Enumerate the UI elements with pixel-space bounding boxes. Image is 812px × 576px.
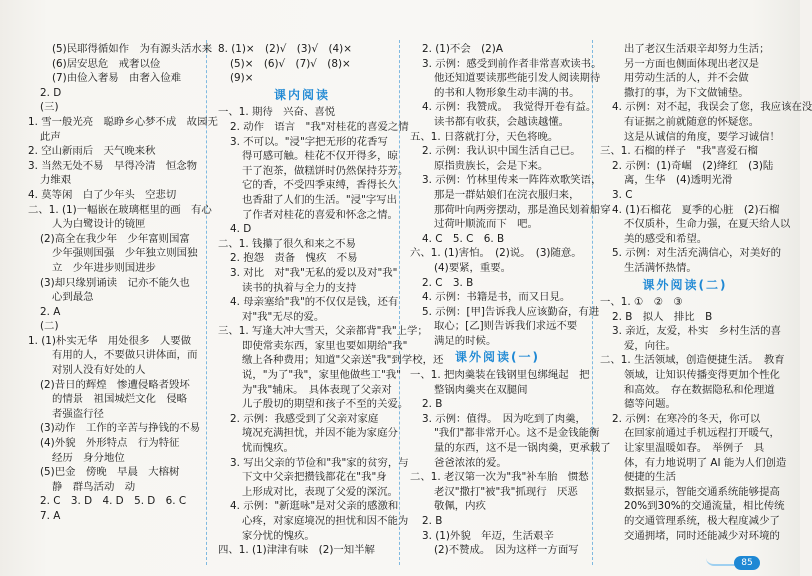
answer-line: 境况充满担忧，并因不能为家庭分 xyxy=(242,427,398,440)
answer-line: 4. 示例：书籍是书，而又日見。 xyxy=(422,291,571,304)
answer-line: 体，有力地说明了 AI 能为人们创造 xyxy=(624,456,787,469)
answer-line: 此声 xyxy=(40,130,61,143)
answer-line: 量的东西，这不是一锅肉羹，更承载了 xyxy=(434,442,611,455)
answer-line: "我们"都非常开心。这不是金钱能衡 xyxy=(434,427,600,440)
answer-line: 二、1. 生活领域，创造便捷生活。 教育 xyxy=(600,354,785,367)
answer-line: 的书和人物形象生动丰满的书。 xyxy=(434,86,580,99)
answer-line: (5)民耶得循如作 为有源头活水来 xyxy=(52,43,213,55)
answer-line: 四、1. (1)津津有味 (2)一知半解 xyxy=(218,544,375,557)
answer-line: 让家里温暖如春。 举例子 具 xyxy=(624,442,765,455)
answer-line: 2. A xyxy=(40,305,61,318)
answer-line: 2. 示例：我感受到了父亲对家庭 xyxy=(230,412,379,425)
answer-line: 2. B xyxy=(422,398,443,411)
answer-line: 2. 示例：(1)奇崛 (2)绛红 (3)陆 xyxy=(612,159,774,172)
answer-line: 满足的时候。 xyxy=(434,334,497,347)
answer-line: 经历 身分地位 xyxy=(52,451,125,464)
answer-line: (6)居安思危 戒奢以俭 xyxy=(52,57,161,70)
answer-line: 力维艰 xyxy=(40,174,72,187)
answer-line: 缴上各种费用；知道"父亲送"我"到学校，还 xyxy=(242,354,444,367)
answer-line: 三、1. 石榴的样子 "我"喜爱石榴 xyxy=(600,145,758,158)
answer-line: 为"我"辅床。 具体表现了父亲对 xyxy=(242,383,392,396)
answer-line: 2. 示例：在寒冷的冬天，你可以 xyxy=(612,412,761,425)
answer-line: 五、1. 日落就打分，天色将晚。 xyxy=(410,130,559,143)
answer-line: 敬佩，内疚 xyxy=(434,500,486,513)
answer-line: (2)昔日的辉煌 惨遭侵略者毁坏 xyxy=(40,378,190,391)
answer-line: 在回家前通过手机远程打开暖气， xyxy=(624,427,780,440)
answer-line: 5. 示例：[甲]告诉我人应该勤奋，有进 xyxy=(422,305,600,318)
answer-line: 整锅肉羹夹在双腿间 xyxy=(434,383,528,396)
answer-line: 一、1. 期待 兴奋、喜悦 xyxy=(218,106,336,119)
answer-line: 二、1. (1)一幅嵌在玻璃框里的画 有心 xyxy=(28,203,212,216)
answer-line: 交通拥堵，同时还能减少对环境的 xyxy=(624,529,780,542)
answer-line: 2. 示例：我认识中国生活自己已。 xyxy=(422,145,581,158)
answer-line: 3. C xyxy=(612,188,633,201)
answer-line: 干了泡茶，做糕饼时仍然保持芬芳。 xyxy=(242,164,409,177)
answer-line: (二) xyxy=(40,320,59,333)
answer-line: 撒打的事，为下文做铺垫。 xyxy=(624,86,749,99)
answer-line: 者强盗行径 xyxy=(52,407,104,420)
answer-line: 4. 母亲塞给"我"的不仅仅是钱，还有 xyxy=(230,296,399,309)
answer-line: 3. (1)外貌 年迈，生活艰辛 xyxy=(422,529,554,542)
answer-line: 的交通管理系统，极大程度减少了 xyxy=(624,515,780,527)
answer-line: 得可感可触。桂花不仅开得多，晾 xyxy=(242,150,398,163)
answer-line: 4. C 5. C 6. B xyxy=(422,232,505,245)
answer-line: 二、1. 钱攥了很久和来之不易 xyxy=(218,237,356,250)
answer-line: (2)高全在我少年 少年富则国富 xyxy=(40,232,190,245)
answer-line: 1. (1)朴实无华 用处很多 人要做 xyxy=(28,334,192,347)
answer-line: (4)外貌 外形特点 行为特征 xyxy=(40,437,180,450)
section-title: 课外阅读(二) xyxy=(642,277,728,292)
answer-line: 过荷叶顺流而下 吧。 xyxy=(434,218,538,231)
answer-line: 美的感受和希望。 xyxy=(624,232,708,245)
answer-line: 不仅质朴，生命力强，在夏天给人以 xyxy=(624,218,791,231)
answer-line: 读书都有收获，会越读越懂。 xyxy=(434,115,570,128)
answer-line: 也香甜了人们的生活。"浸"字写出 xyxy=(242,193,398,206)
answer-line: 取心；[乙]则告诉我们求远不要 xyxy=(434,320,578,333)
answer-line: 他还知道要读那些能引发人阅读期待 xyxy=(434,72,601,85)
answer-line: 8. (1)× (2)√ (3)√ (4)× xyxy=(218,43,352,55)
answer-line: 家分忧的愧疚。 xyxy=(242,529,315,542)
answer-line: 4. D xyxy=(230,223,252,236)
answer-line: 有用的人，不要做只讲体面，而 xyxy=(52,349,198,362)
answer-line: 4. 示例：对不起，我误会了您，我应该在没 xyxy=(612,101,812,114)
answer-line: 人为白鹭设计的镜匣 xyxy=(52,218,146,231)
answer-line: 1. 雪一般光亮 聪睁乡心梦不成 故园无 xyxy=(28,115,218,128)
answer-line: 上形成对比，表现了父爱的深沉。 xyxy=(242,485,398,498)
answer-line: 即使常卖东西，家里也要如期给"我" xyxy=(242,339,408,352)
answer-line: (9)× xyxy=(230,72,254,85)
answer-line: 读书的执着与全力的支持 xyxy=(242,281,357,294)
answer-line: 心疼，对家庭境况的担忧和因不能为 xyxy=(242,515,409,527)
answer-line: 2. B xyxy=(422,515,443,527)
column-1 xyxy=(28,42,218,524)
answer-line: 六、1. (1)害怕。 (2)说。 (3)随意。 xyxy=(410,247,582,260)
answer-line: 便捷的生活 xyxy=(624,471,676,484)
answer-line: (5)× (6)√ (7)√ (8)× xyxy=(230,57,351,70)
answer-line: 下文中父亲把攒钱都花在"我"身 xyxy=(242,471,387,484)
answer-line: 它的香，不受四季束缚，香得长久 xyxy=(242,179,398,192)
answer-line: 4. 莫等闲 白了少年头 空悲切 xyxy=(28,188,177,201)
answer-line: 3. 写出父亲的节俭和"我"家的贫穷，与 xyxy=(230,456,409,469)
answer-line: 说，"为了"我"，家里他做些工"我" xyxy=(242,369,401,382)
answer-line: 3. 亲近，友爱，朴实 乡村生活的喜 xyxy=(612,325,782,338)
answer-line: 用劳动生活的人，并不会做 xyxy=(624,72,749,85)
answer-line: 对"我"无尽的爱。 xyxy=(242,310,325,323)
answer-line: 少年强则国强 少年独立则国独 xyxy=(52,247,198,260)
answer-line: 2. 动作 语言 "我"对桂花的喜爱之情 xyxy=(230,120,409,133)
answer-line: 和高效。 存在数据隐私和伦理道 xyxy=(624,383,775,396)
answer-line: 二、1. 老汉第一次为"我"补车胎 惯愁 xyxy=(410,471,589,484)
answer-line: 2. D xyxy=(40,86,62,99)
answer-line: 静 群鸟活动 动 xyxy=(52,480,136,493)
column-3 xyxy=(410,42,611,558)
answer-line: 对别人没有好处的人 xyxy=(52,364,146,377)
answer-line: 3. 示例：竹林里传来一阵阵欢歌笑语， xyxy=(422,174,602,187)
answer-line: 一、1. 把肉羹装在钱钢里包绑绳起 把 xyxy=(410,369,590,382)
answer-line: 了作者对桂花的喜爱和怀念之情。 xyxy=(242,208,398,221)
answer-line: 4. (1)石榴花 夏季的心脏 (2)石榴 xyxy=(612,203,780,216)
answer-line: 5. 示例：对生活充满信心，对美好的 xyxy=(612,247,782,260)
answer-line: (3)却只缘别诵读 记亦不能久也 xyxy=(40,276,190,289)
answer-line: 三、1. 写逢大冲大雪天，父亲都背"我"上学； xyxy=(218,325,428,338)
answer-line: 20%到30%的交通流量，相比传统 xyxy=(624,500,785,513)
answer-line: 出了老汉生活艰辛却努力生活； xyxy=(624,43,770,55)
answer-line: 3. 不可以。"浸"字把无形的花香写 xyxy=(230,135,388,148)
answer-line: 3. 示例：值得。 因为吃到了肉羹， xyxy=(422,412,586,425)
section-title: 课内阅读 xyxy=(273,87,330,102)
answer-line: 一、1. ① ② ③ xyxy=(600,296,683,309)
answer-line: 有证据之前就随意的怀疑您。 xyxy=(624,115,760,128)
answer-line: 数据显示，智能交通系统能够提高 xyxy=(624,485,780,498)
answer-line: (4)要紧，重要。 xyxy=(434,261,512,274)
answer-line: (5)巴金 傍晚 早晨 大榕树 xyxy=(40,466,180,479)
answer-line: 老汉"撒打"被"我"抓现行 厌恶 xyxy=(434,485,578,498)
answer-line: 的情景 祖国城烂文化 侵略 xyxy=(52,393,188,406)
answer-line: (2)不赞成。 因为这样一方面写 xyxy=(434,544,579,557)
answer-line: 原指贵族长，会是下来。 xyxy=(434,159,549,172)
answer-line: 2. (1)不会 (2)A xyxy=(422,43,503,55)
answer-line: (3)动作 工作的辛苦与挣钱的不易 xyxy=(40,422,201,435)
answer-line: 德等问题。 xyxy=(624,398,676,411)
answer-line: 立 少年进步则国进步 xyxy=(52,261,156,274)
answer-line: 儿子殷切的期望和孩子不至的关爱。 xyxy=(242,398,409,411)
column-divider xyxy=(592,40,593,565)
answer-line: (7)由俭入奢易 由奢入俭难 xyxy=(52,72,182,85)
answer-line: 心到最急 xyxy=(52,291,94,304)
answer-line: 2. C 3. D 4. D 5. D 6. C xyxy=(40,495,187,508)
answer-line: 那是一群姑娘们在浣衣服归来， xyxy=(434,188,580,201)
answer-line: 生活满怀热情。 xyxy=(624,261,697,274)
answer-line: 领域，让知识传播变得更加个性化 xyxy=(624,369,780,382)
answer-line: 3. 当然无处不易 早得冷清 恒念物 xyxy=(28,159,198,172)
answer-line: 那荷叶向两旁摆动，那是渔民划着船穿 xyxy=(434,203,611,216)
answer-line: 忧而愧疚。 xyxy=(242,442,294,455)
answer-line: 2. 空山新雨后 天气晚来秋 xyxy=(28,145,156,158)
column-4 xyxy=(600,42,812,543)
answer-line: 4. 示例："新逛咏"是对父亲的感激和 xyxy=(230,500,399,513)
answer-line: 爱，向往。 xyxy=(624,339,676,352)
answer-line: 2. 抱怨 责备 愧疚 不易 xyxy=(230,252,358,265)
answer-line: 2. C 3. B xyxy=(422,276,474,289)
answer-line: 这是从诚信的角度，要学习诚信！ xyxy=(624,130,780,143)
page-number: 85 xyxy=(734,556,760,570)
answer-line: 离，生华 (4)透明光滑 xyxy=(624,174,733,187)
answer-line: 4. 示例：我赞成。 我觉得开卷有益。 xyxy=(422,101,597,114)
answer-line: 2. B 拟人 排比 B xyxy=(612,310,713,323)
column-divider xyxy=(399,40,400,565)
answer-line: 另一方面也侧面体现出老汉是 xyxy=(624,57,760,70)
answer-line: 3. 示例：感受到前作者非常喜欢读书。 xyxy=(422,57,602,70)
section-title: 课外阅读(一) xyxy=(455,350,540,365)
answer-line: (三) xyxy=(40,101,59,114)
answer-line: 3. 对比 对"我"无私的爱以及对"我" xyxy=(230,266,398,279)
answer-line: 7. A xyxy=(40,510,61,522)
answer-line: 爸爸浓浓的爱。 xyxy=(434,456,507,469)
